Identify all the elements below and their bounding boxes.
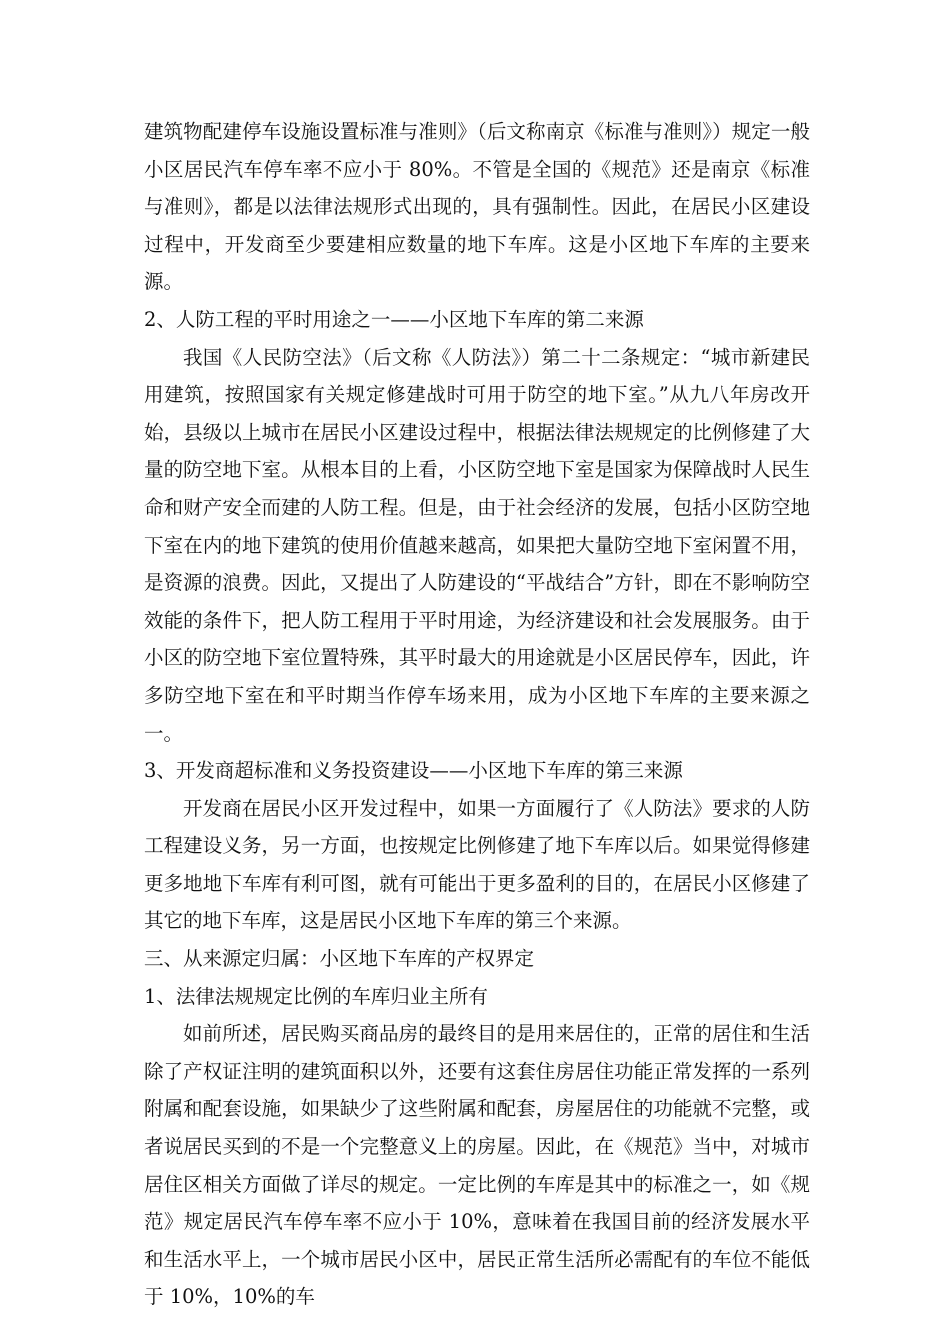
- section-heading-developer-investment: 3、开发商超标准和义务投资建设——小区地下车库的第三来源: [144, 759, 683, 783]
- document-body: [144, 113, 810, 1316]
- paragraph-owner-garages: 如前所述，居民购买商品房的最终目的是用来居住的，正常的居住和生活除了产权证注明的建筑面积以外，还要有这套住房居住功能正常发挥的一系列附属和配套设施，如果缺少了这些附属和配套，房屋居住的功能就不完整，或者说居民买到的不是一个完整意义上的房屋。因此，在《规范》当中，对城市居住区相关方面做了详尽的规定。一定比例的车库是其中的标准之一，如《规范》规定居民汽车停车率不应小于 10%，意味着在我国目前的经济发展水平和生活水平上，一个城市居民小区中，居民正常生活所必需配有的车位不能低于 10%，10%的车: [144, 1022, 810, 1309]
- section-heading-owner-garages: 1、法律法规规定比例的车库归业主所有: [144, 984, 488, 1008]
- section-heading-civil-defense: 2、人防工程的平时用途之一——小区地下车库的第二来源: [144, 307, 644, 331]
- paragraph-civil-defense-law: 我国《人民防空法》（后文称《人防法》）第二十二条规定：“城市新建民用建筑，按照国家有关规定修建战时可用于防空的地下室。”从九八年房改开始，县级以上城市在居民小区建设过程中，根据法律法规规定的比例修建了大量的防空地下室。从根本目的上看，小区防空地下室是国家为保障战时人民生命和财产安全而建的人防工程。但是，由于社会经济的发展，包括小区防空地下室在内的地下建筑的使用价值越来越高，如果把大量防空地下室闲置不用，是资源的浪费。因此，又提出了人防建设的“平战结合”方针，即在不影响防空效能的条件下，把人防工程用于平时用途，为经济建设和社会发展服务。由于小区的防空地下室位置特殊，其平时最大的用途就是小区居民停车，因此，许多防空地下室在和平时期当作停车场来用，成为小区地下车库的主要来源之一。: [144, 345, 810, 745]
- chapter-heading-property-rights: 三、从来源定归属：小区地下车库的产权界定: [144, 947, 535, 971]
- paragraph-developer-garages: 开发商在居民小区开发过程中，如果一方面履行了《人防法》要求的人防工程建设义务，另一方面，也按规定比例修建了地下车库以后。如果觉得修建更多地地下车库有利可图，就有可能出于更多盈利的目的，在居民小区修建了其它的地下车库，这是居民小区地下车库的第三个来源。: [144, 796, 810, 933]
- paragraph-parking-standards: 建筑物配建停车设施设置标准与准则》（后文称南京《标准与准则》）规定一般小区居民汽车停车率不应小于 80%。不管是全国的《规范》还是南京《标准与准则》，都是以法律法规形式出现的，具有强制性。因此，在居民小区建设过程中，开发商至少要建相应数量的地下车库。这是小区地下车库的主要来源。: [144, 120, 810, 294]
